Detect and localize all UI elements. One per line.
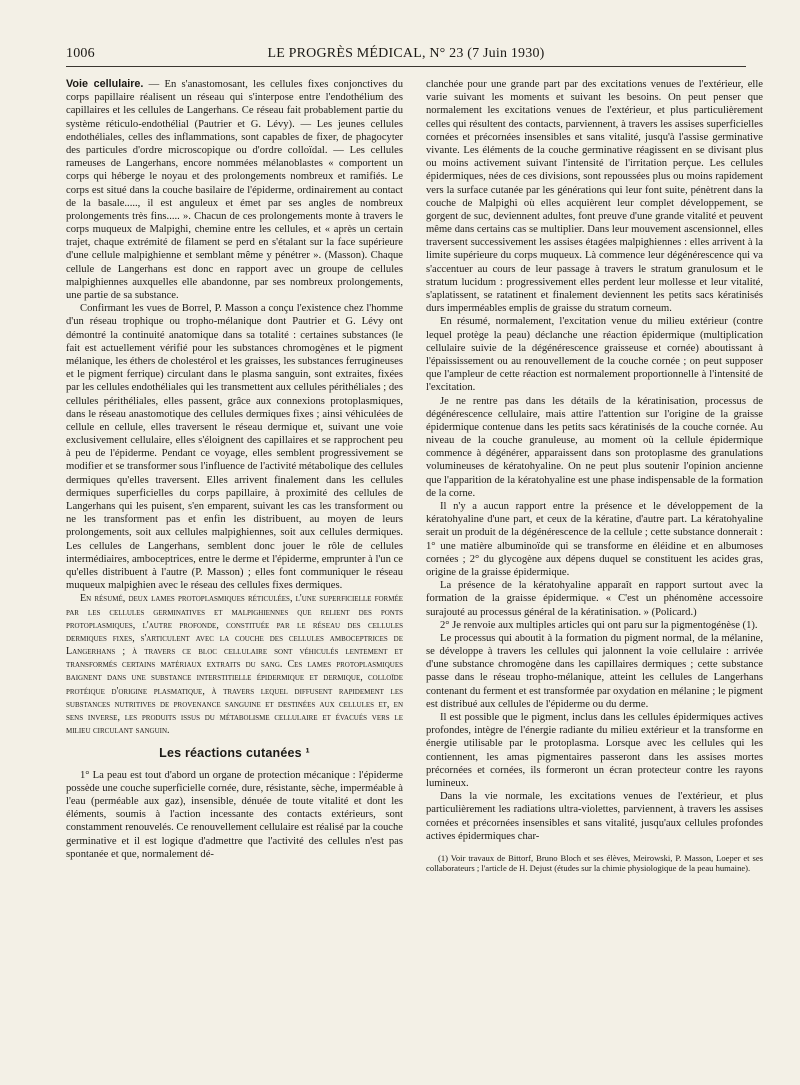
left-column: [66, 78, 403, 1068]
page-number: 1006: [66, 46, 95, 61]
page-header: [66, 46, 746, 66]
section-title: Les réactions cutanées ¹: [159, 746, 310, 761]
footnote: (1) Voir travaux de Bittorf, Bruno Bloch et ses élèves, Meirowski, P. Masson, Loeper et ses collaborateurs ; l'article de H. Dejust (études sur la chimie physiologique de la peau humaine).: [426, 852, 763, 874]
paragraph-peau: 1° La peau est tout d'abord un organe de protection mécanique : l'épiderme possède une couche superficielle cornée, dure, résistante, sèche, imperméable à l'eau (perméable aux gaz), insensible, dénuée de toute vitalité et dont les éléments, soumis à l'action incessante des contacts extérieurs, sont constamment renouvelés. Ce renouvellement cellulaire est réalisé par la couche germinative et il est logique d'admettre que l'activité des cellules n'est pas spontanée et que, normalement dé-: [66, 769, 403, 860]
paragraph-energie: Il est possible que le pigment, inclus dans les cellules épidermiques actives profondes, intègre de l'énergie radiante du milieu extérieur et la transforme en énergie utilisable par le protoplasma. Lorsque avec les cellules qui les contiennent, les amas pigmentaires passeront dans les assises mortes précornées et cornées, ils formeront un écran protecteur contre les rayons lumineux.: [426, 712, 763, 789]
paragraph-graisse: La présence de la kératohyaline apparaît en rapport surtout avec la formation de la graisse épidermique. « C'est un phénomène accessoire surajouté au processus général de la kératinisation. » (Policard.): [426, 580, 763, 618]
header-rule: [66, 66, 746, 67]
paragraph-keratohyaline: Il n'y a aucun rapport entre la présence et le développement de la kératohyaline d'une part, et ceux de la kératine, d'autre part. La kératohyaline serait un produit de la dégénérescence de la cellule ; cette substance donnerait : 1° une matière albuminoïde qui se transforme en éléidine et en albumoses cornées ; 2° du glycogène aux dépens duquel se constituent les acides gras, origine de la graisse épidermique.: [426, 501, 763, 578]
paragraph-melanine: Le processus qui aboutit à la formation du pigment normal, de la mélanine, se développe à travers les cellules qui jalonnent la voie cellulaire : arrivée d'une substance chromogène dans les capillaires dermiques ; cette substance passe dans le réseau tropho-mélanique, atteint les cellules de Langerhans contenant du ferment et est transformée par oxydation en mélanine ; le pigment est distribué aux cellules de l'épiderme ou du derme.: [426, 632, 763, 710]
paragraph-vie-normale: Dans la vie normale, les excitations venues de l'extérieur, et plus particulièrement les radiations ultra-violettes, parviennent, à travers les assises cornées et précornées insensibles et sans vitalité, jusqu'aux cellules profondes actives épidermiques char-: [426, 791, 763, 842]
journal-title: LE PROGRÈS MÉDICAL, N° 23 (7 Juin 1930): [267, 46, 545, 61]
paragraph-en-resume: En résumé, normalement, l'excitation venue du milieu extérieur (contre lequel protège la peau) déclanche une réaction épidermique (multiplication cellulaire suivie de la dégénérescence graisseuse et cornée) aboutissant à l'épaississement ou au renouvellement de la couche cornée ; on peut supposer que l'ampleur de cette réaction est normalement proportionnelle à l'intensité de l'excitation.: [426, 316, 763, 394]
paragraph-text: — En s'anastomosant, les cellules fixes conjonctives du corps papillaire réalisent un réseau qui s'interpose entre l'endothélium des capillaires et les cellules de Langerhans. Ce réseau fait probablement partie du système réticulo-endothélial (Pautrier et G. Lévy). — Les jeunes cellules endothéliales, celles des inflammations, sont capables de fixer, de phagocyter des particules d'ordre microscopique ou d'ordre colloïdal. — Les cellules rameuses de Langerhans, encore nommées mélanoblastes « comportent un corps qui héberge le noyau et des prolongements nombreux et ramifiés. Le corps est situé dans la couche basilaire de l'épiderme, ordinairement au contact de la basale....., il est anguleux et émet par ses angles de nombreux prolongements très fins..... ». Chacun de ces prolongements monte à travers le corps muqueux de Malpighi, chemine entre les cellules, et « après un certain trajet, chaque extrémité de filament se perd en s'étalant sur la face supérieure d'une cellule malpighienne et semblant même y pénétrer ». (Masson). Chaque cellule de Langerhans est donc en rapport avec un groupe de cellules malpighiennes auxquelles elle abandonne, par ses nombreux prolongements, une partie de sa substance.: [66, 79, 403, 301]
right-column: [426, 78, 763, 1068]
paragraph-resume: En résumé, deux lames protoplasmiques réticulées, l'une superficielle formée par les cellules germinatives et malpighiennes que relient des ponts protoplasmiques, l'autre profonde, constituée par le réseau des cellules dermiques fixes, s'articulent avec la couche des cellules amboceptrices de Langerhans ; à travers ce bloc cellulaire sont véhiculés lentement et transformés certains matériaux extraits du sang. Ces lames protoplasmiques baignent dans une substance interstitielle épidermique et dermique, colloïde protéique d'origine plasmatique, à travers lequel diffusent rapidement les substances nutritives de provenance sanguine et destinées aux cellules et, en sens inverse, les produits issus du métabolisme cellulaire et évacués vers le milieu circulant sanguin.: [66, 593, 403, 737]
paragraph-voie-cellulaire: [66, 78, 403, 302]
paragraph-keratinisation: Je ne rentre pas dans les détails de la kératinisation, processus de dégénérescence cellulaire, mais attire l'attention sur l'origine de la graisse épidermique contenue dans les petits sacs kératinisés de la couche cornée. Au niveau de la couche granuleuse, au moment où la cellule épidermique commence à dégénérer, apparaissent dans son protoplasme des granulations volumineuses de kératohyaline. On ne peut plus soutenir l'opinion ancienne que l'apparition de la kératohyaline est une phase indispensable de la formation de la corne.: [426, 395, 763, 499]
paragraph-lead: Voie cellulaire.: [66, 78, 144, 90]
paragraph-pigmentogenese: 2° Je renvoie aux multiples articles qui ont paru sur la pigmentogénèse (1).: [440, 619, 758, 631]
paragraph-borrel: Confirmant les vues de Borrel, P. Masson a conçu l'existence chez l'homme d'un réseau trophique ou tropho-mélanique dont Pautrier et G. Lévy ont démontré la continuité anatomique dans sa totalité : certaines substances (le fait est actuellement vérifié pour les substances chromogènes et le pigment mélanique, les éthers de cholestérol et les graisses, les substances ferrugineuses et le pigment ferrique) circulant dans le plasma sanguin, sont extraites, fixées par les cellules endothéliales qui les transmettent aux cellules périthéliales ; des cellules périthéliales, elles passent, grâce aux connexions protoplasmiques, dans le réseau anastomotique des cellules dermiques fixes ; ainsi véhiculées de cellule en cellule, elles traversent le réseau dermique et, suivant une voie exclusivement cellulaire, elles s'éloignent des capillaires et se rapprochent peu à peu de l'épiderme. Pendant ce voyage, elles semblent progressivement se modifier et se transformer sous l'influence de l'activité métabolique des cellules dermiques qu'elles traversent. Elles arrivent finalement dans les cellules dermiques superficielles du corps papillaire, à proximité des cellules de Langerhans qui les puisent, s'en emparent, suivant les cas les transforment ou ne les transforment pas et enfin les distribuent, au moyen de leurs prolongements, soit aux cellules malpighiennes, soit aux cellules dermiques. Les cellules de Langerhans, semblent donc jouer le rôle de cellules intermédiaires, amboceptrices, entre le derme et l'épiderme, emprunter à l'un ce qu'elles distribuent à l'autre (P. Masson) ; elles font communiquer le réseau muqueux malpighien avec le réseau des cellules fixes dermiques.: [66, 303, 403, 592]
paragraph-continuation: clanchée pour une grande part par des excitations venues de l'extérieur, elle varie suivant les moments et suivant les besoins. On peut penser que normalement les excitations venues de l'extérieur, et plus particulièrement celles qui résultent des contacts, parviennent, à travers les assises superficielles cornées et précornées insensibles et sans vitalité, jusqu'à l'assise germinative vivante. Les éléments de la couche germinative réagissent en se divisant plus ou moins activement suivant l'intensité de l'irritation perçue. Les cellules épidermiques, nées de ces divisions, sont repoussées plus ou moins rapidement vers la surface cutanée par les générations qui leur font suite, pénètrent dans la couche de Malpighi où elles acquièrent leur complet développement, se gorgent de suc, deviennent adultes, font preuve d'une grande vitalité et peuvent même dans certains cas se multiplier. Dans leur mouvement ascensionnel, elles traversent successivement les assises étagées malpighiennes : elles arrivent à la limite supérieure du corps muqueux. Là commence leur dégénérescence qui va s'accentuer au cours de leur passage à travers le stratum granulosum et le stratum lucidum : progressivement elles perdent leur mollesse et leur vitalité, s'aplatissent, se ratatinent et finalement deviennent les petits sacs kératinisés durs imperméables emplis de graisse du stratum corneum.: [426, 79, 763, 315]
